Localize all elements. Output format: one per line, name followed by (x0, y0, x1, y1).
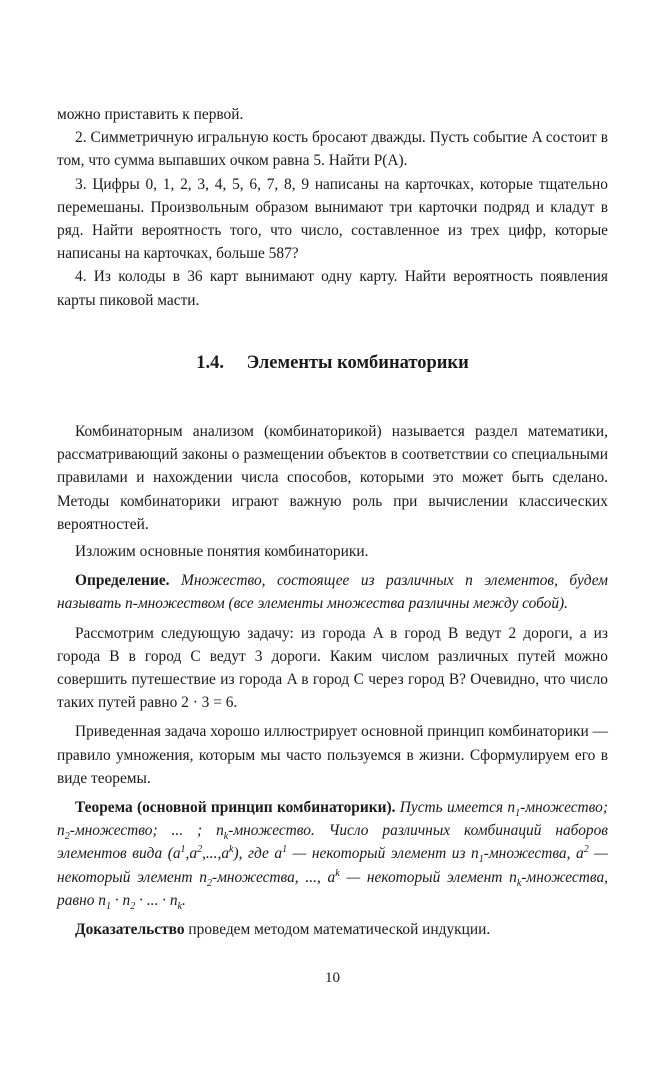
definition-label: Определение. (75, 572, 170, 590)
theorem-text: Пусть имеется $n_1$-множество; $n_2$-множество; ... ; $n_k$-множество. Число различных комбинаций наборов элементов вида $(a^1,a^2,...,a^k)$, где $a^1$ — некоторый элемент из $n_1$-множества, $a^2$ — некоторый элемент $n_2$-множества, ..., $a^k$ — некоторый элемент $n_k$-множества, равно $n_1 \cdot n_2$ · ... · $n_k$. (57, 799, 608, 912)
exercise-2: 2. Симметричную игральную кость бросают дважды. Пусть событие A состоит в том, что сумма выпавших очком равна 5. Найти P(A). (57, 129, 608, 170)
theorem (57, 796, 608, 912)
exercise-3: 3. Цифры 0, 1, 2, 3, 4, 5, 6, 7, 8, 9 написаны на карточках, которые тщательно перемешаны. Произвольным образом вынимают три карточки подряд и кладут в ряд. Найти вероятность того, что число, составленное из трех цифр, которые написаны на карточках, больше 587? (57, 175, 608, 263)
theorem-label: Теорема (основной принцип комбинаторики). (75, 799, 396, 817)
proof-text: проведем методом математической индукции. (184, 921, 491, 939)
paragraph-illustration: Приведенная задача хорошо иллюстрирует основной принцип комбинаторики — правило умножения, которым мы часто пользуемся в жизни. Сформулируем его в виде теоремы. (57, 723, 608, 787)
exercise-4: 4. Из колоды в 36 карт вынимают одну карту. Найти вероятность появления карты пиковой масти. (57, 268, 608, 309)
section-title: Элементы комбинаторики (246, 353, 469, 373)
paragraph-task: Рассмотрим следующую задачу: из города A в город B ведут 2 дороги, а из города B в город C ведут 3 дороги. Каким числом различных путей можно совершить путешествие из города A в город C через город B? Очевидно, что число таких путей равно 2 · 3 = 6. (57, 624, 608, 712)
section-number: 1.4. (196, 353, 224, 373)
paragraph-concepts: Изложим основные понятия комбинаторики. (75, 543, 369, 561)
proof-label: Доказательство (75, 921, 185, 939)
text-block-exercises (57, 103, 608, 312)
proof (57, 918, 608, 941)
definition-text: Множество, состоящее из различных n элементов, будем называть n-множеством (все элементы множества различны между собой). (57, 572, 608, 613)
page-number: 10 (325, 970, 340, 986)
paragraph-intro: Комбинаторным анализом (комбинаторикой) называется раздел математики, рассматривающий законы о размещении объектов в соответствии со специальными правилами и нахождении числа способов, которыми это может быть сделано. Методы комбинаторики играют важную роль при вычислении классических вероятностей. (57, 423, 608, 533)
paragraph-continuation: можно приставить к первой. (57, 106, 244, 123)
text-block-main (57, 420, 608, 941)
section-heading (57, 353, 608, 374)
definition (57, 569, 608, 615)
